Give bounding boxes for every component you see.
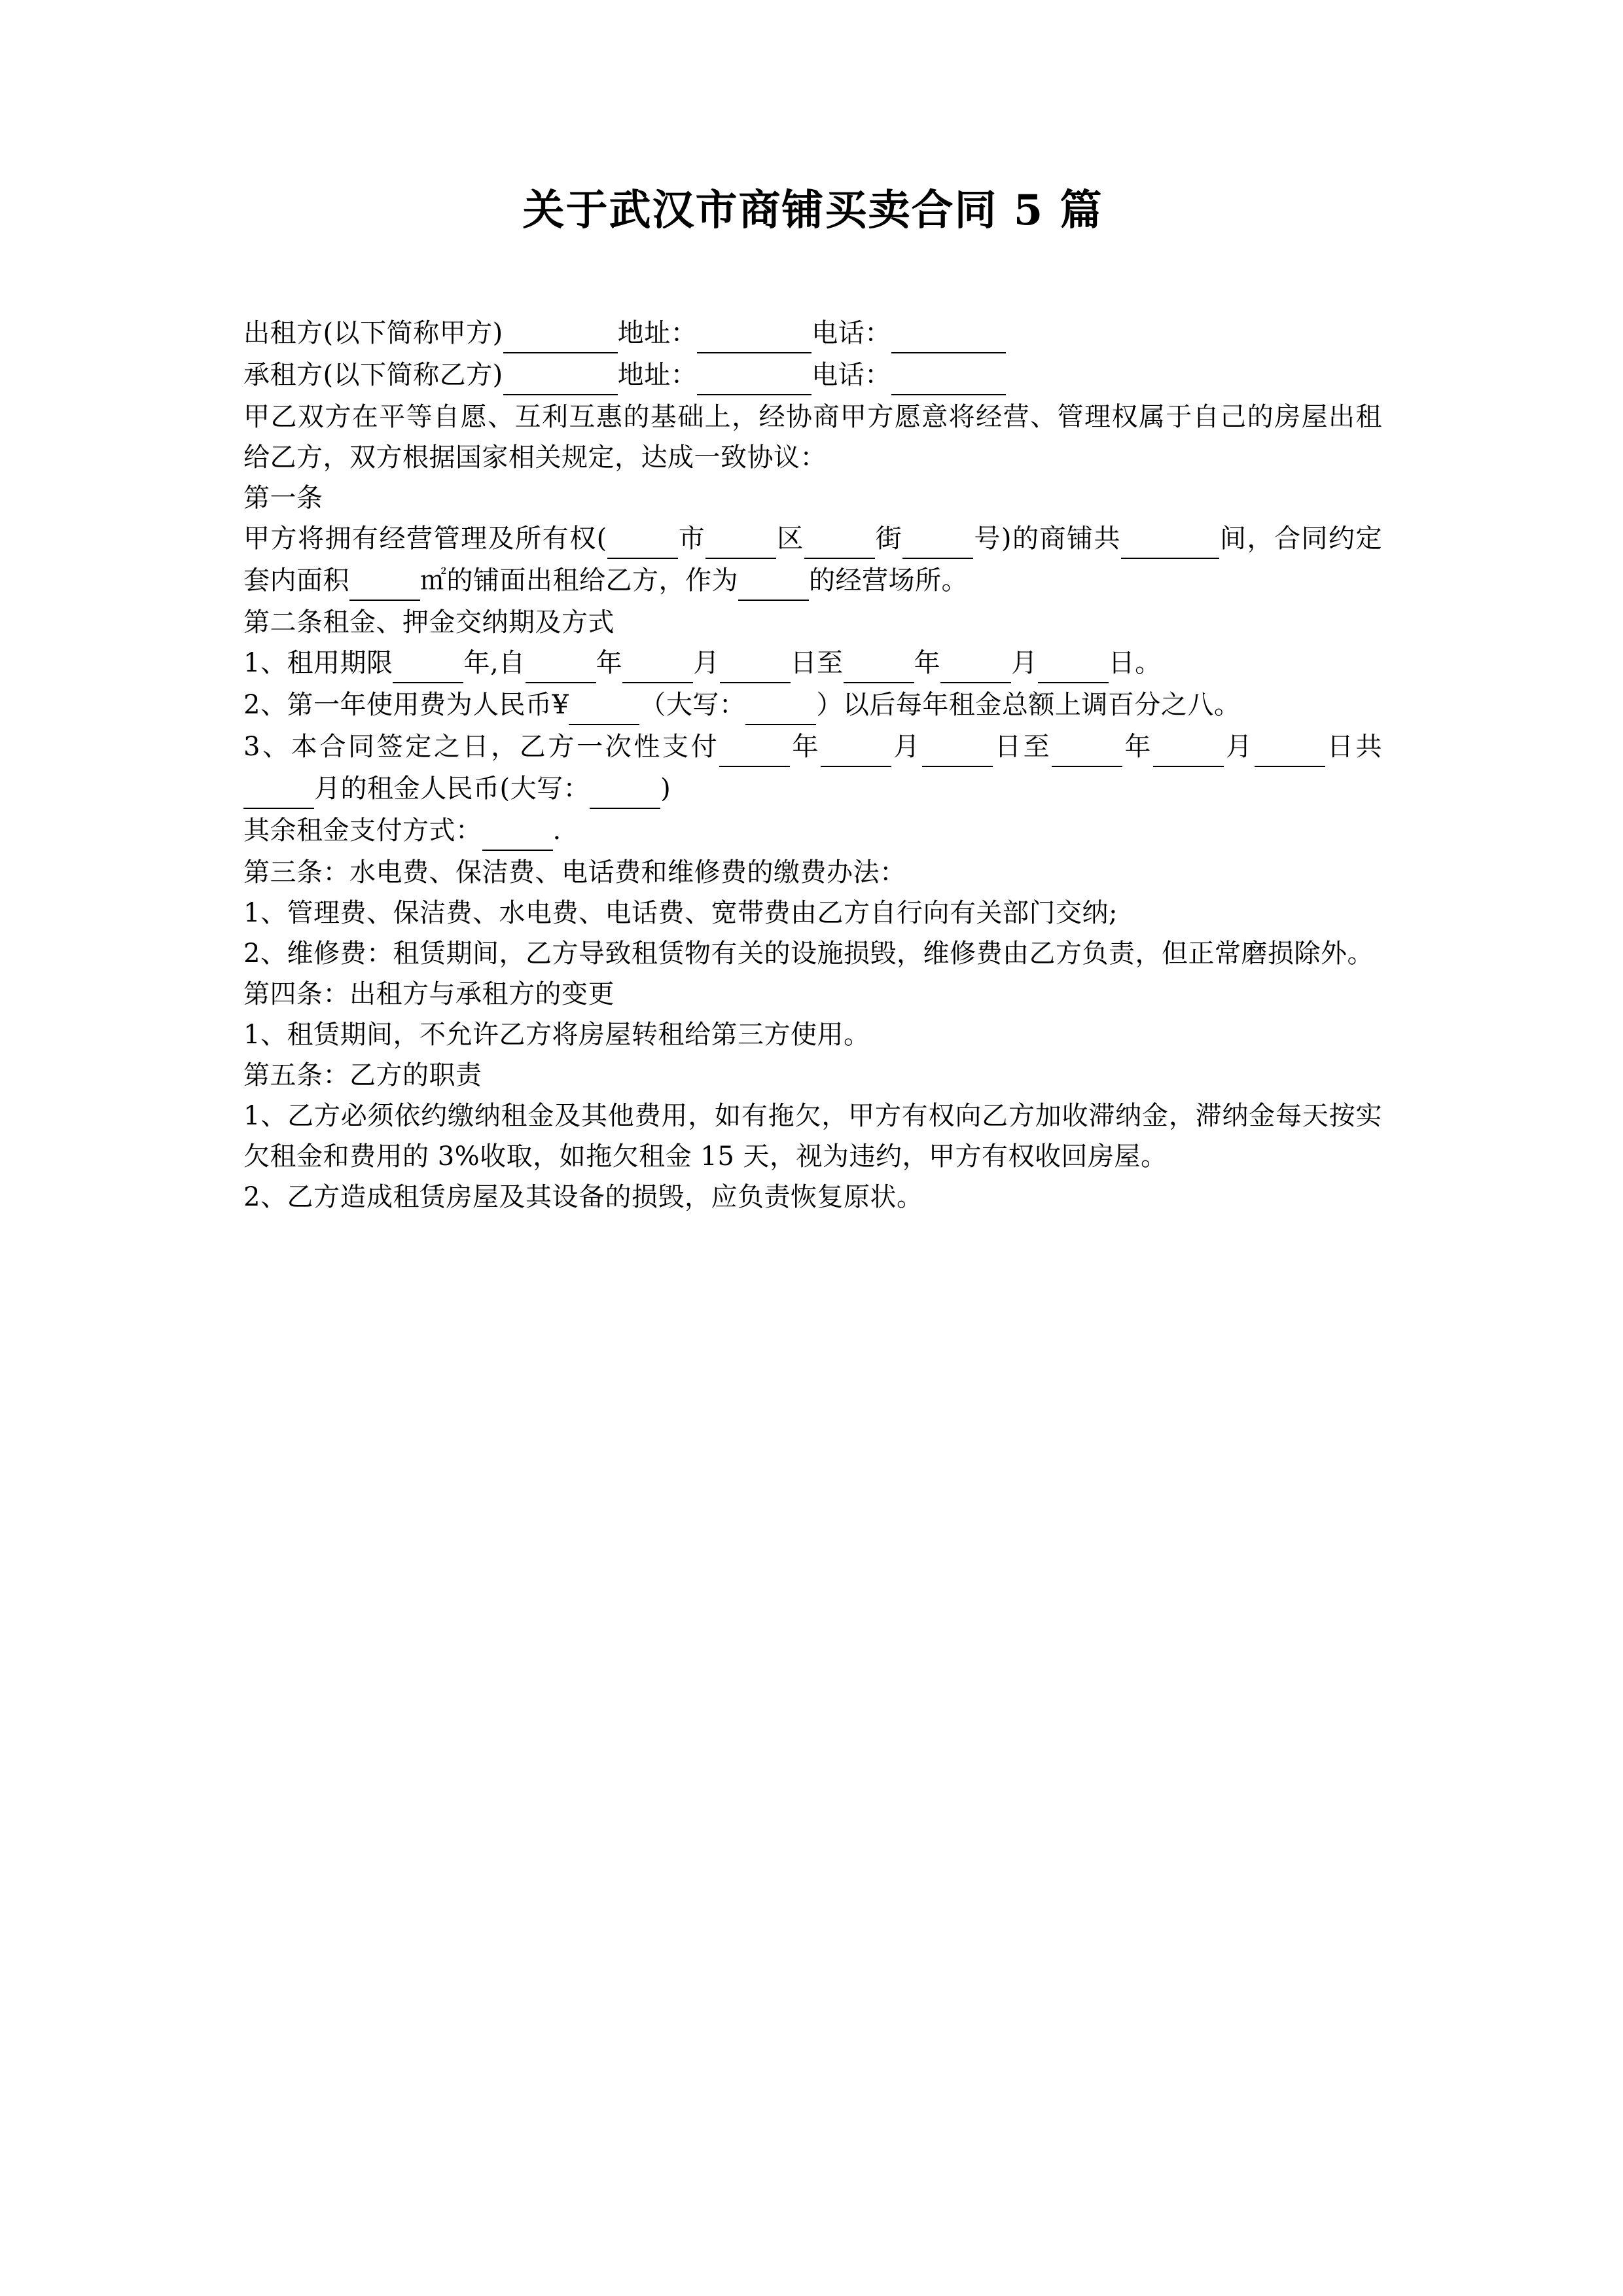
- text-run: 街: [874, 524, 903, 554]
- text-run: 市: [677, 524, 706, 554]
- text-run: 第三条：水电费、保洁费、电话费和维修费的缴费办法：: [243, 857, 906, 888]
- article-2-item-2: [243, 685, 1382, 726]
- article-5-item-1: [243, 1096, 1382, 1177]
- article-1-body: [243, 518, 1382, 602]
- page-title: 关于武汉市商铺买卖合同 5 篇: [522, 186, 1103, 235]
- article-3-item-1: [243, 893, 1382, 933]
- document-paragraph-list: [243, 313, 1382, 1217]
- text-run: 2、维修费：租赁期间，乙方导致租赁物有关的设施损毁，维修费由乙方负责，但正常磨损除外。: [243, 939, 1374, 969]
- fill-in-blank[interactable]: [1255, 725, 1325, 767]
- fill-in-blank[interactable]: [243, 767, 314, 809]
- fill-in-blank[interactable]: [697, 312, 812, 353]
- text-run: 甲乙双方在平等自愿、互利互惠的基础上，经协商甲方愿意将经营、管理权属于自己的房屋出租给乙方，双方根据国家相关规定，达成一致协议：: [243, 402, 1382, 473]
- fill-in-blank[interactable]: [1121, 517, 1219, 559]
- fill-in-blank[interactable]: [738, 559, 809, 601]
- text-run: 日至: [992, 732, 1052, 762]
- document-body: [243, 0, 1382, 1217]
- fill-in-blank[interactable]: [940, 641, 1011, 683]
- text-run: ): [660, 774, 671, 804]
- article-2-item-3: [243, 726, 1382, 810]
- fill-in-blank[interactable]: [697, 353, 812, 395]
- article-2-item-1: [243, 643, 1382, 685]
- text-run: 甲方将拥有经营管理及所有权(: [243, 524, 607, 554]
- fill-in-blank[interactable]: [349, 559, 420, 601]
- fill-in-blank[interactable]: [902, 517, 973, 559]
- fill-in-blank[interactable]: [607, 517, 678, 559]
- preamble: [243, 397, 1382, 478]
- fill-in-blank[interactable]: [482, 809, 553, 851]
- text-run: 月: [693, 648, 720, 678]
- text-run: （大写：: [639, 690, 746, 720]
- fill-in-blank[interactable]: [1052, 725, 1122, 767]
- fill-in-blank[interactable]: [720, 641, 791, 683]
- text-run: 区: [776, 524, 804, 554]
- fill-in-blank[interactable]: [503, 353, 618, 395]
- fill-in-blank[interactable]: [1038, 641, 1109, 683]
- text-run: 第五条：乙方的职责: [243, 1060, 482, 1090]
- text-run: 出租方(以下简称甲方): [243, 318, 503, 348]
- text-run: 电话：: [812, 360, 891, 390]
- article-1-heading: [243, 478, 1382, 518]
- fill-in-blank[interactable]: [719, 725, 790, 767]
- fill-in-blank[interactable]: [844, 641, 914, 683]
- fill-in-blank[interactable]: [804, 517, 875, 559]
- text-run: 年: [1122, 732, 1153, 762]
- text-run: 年: [596, 648, 623, 678]
- fill-in-blank[interactable]: [745, 683, 816, 725]
- text-run: 间，合同约定套内面积: [243, 524, 1383, 596]
- article-2-remaining-payment: [243, 810, 1382, 852]
- fill-in-blank[interactable]: [891, 312, 1006, 353]
- text-run: 第一条: [243, 483, 323, 513]
- lessor-line: [243, 313, 1382, 355]
- text-run: 日至: [790, 648, 844, 678]
- text-run: 年,自: [463, 648, 526, 678]
- fill-in-blank[interactable]: [705, 517, 776, 559]
- fill-in-blank[interactable]: [821, 725, 891, 767]
- text-run: 年: [914, 648, 941, 678]
- text-run: 第四条：出租方与承租方的变更: [243, 979, 615, 1009]
- article-4-heading: [243, 974, 1382, 1014]
- text-run: 电话：: [812, 318, 891, 348]
- text-run: 承租方(以下简称乙方): [243, 360, 503, 390]
- fill-in-blank[interactable]: [590, 767, 660, 809]
- text-run: 年: [790, 732, 821, 762]
- fill-in-blank[interactable]: [569, 683, 639, 725]
- text-run: 月: [1011, 648, 1038, 678]
- text-run: 地址：: [617, 360, 698, 390]
- text-run: 月: [891, 732, 922, 762]
- text-run: .: [552, 816, 562, 846]
- article-2-heading: [243, 602, 1382, 643]
- text-run: 3、本合同签定之日，乙方一次性支付: [243, 732, 720, 762]
- fill-in-blank[interactable]: [922, 725, 993, 767]
- fill-in-blank[interactable]: [503, 312, 618, 353]
- text-run: 地址：: [617, 318, 698, 348]
- text-run: 1、租用期限: [243, 648, 393, 678]
- fill-in-blank[interactable]: [526, 641, 596, 683]
- article-3-heading: [243, 852, 1382, 893]
- text-run: 月: [1224, 732, 1255, 762]
- text-run: 1、租赁期间，不允许乙方将房屋转租给第三方使用。: [243, 1020, 870, 1050]
- article-4-item-1: [243, 1014, 1382, 1055]
- text-run: ）以后每年租金总额上调百分之八。: [816, 690, 1241, 720]
- text-run: 其余租金支付方式：: [243, 816, 482, 846]
- fill-in-blank[interactable]: [891, 353, 1006, 395]
- fill-in-blank[interactable]: [1153, 725, 1224, 767]
- article-5-heading: [243, 1055, 1382, 1096]
- article-5-item-2: [243, 1177, 1382, 1217]
- article-3-item-2: [243, 933, 1382, 974]
- text-run: 1、管理费、保洁费、水电费、电话费、宽带费由乙方自行向有关部门交纳;: [243, 898, 1118, 928]
- text-run: 的经营场所。: [809, 565, 968, 596]
- text-run: 2、第一年使用费为人民币¥: [243, 690, 569, 720]
- text-run: 2、乙方造成租赁房屋及其设备的损毁，应负责恢复原状。: [243, 1182, 923, 1212]
- text-run: 号)的商铺共: [973, 524, 1121, 554]
- text-run: ㎡的铺面出租给乙方，作为: [420, 565, 738, 596]
- lessee-line: [243, 355, 1382, 397]
- fill-in-blank[interactable]: [622, 641, 693, 683]
- text-run: 日共: [1325, 732, 1383, 762]
- fill-in-blank[interactable]: [393, 641, 463, 683]
- text-run: 月的租金人民币(大写：: [314, 774, 590, 804]
- text-run: 日。: [1108, 648, 1162, 678]
- text-run: 1、乙方必须依约缴纳租金及其他费用，如有拖欠，甲方有权向乙方加收滞纳金，滞纳金每天按实欠租金和费用的 3%收取，如拖欠租金 15 天，视为违约，甲方有权收回房屋。: [243, 1101, 1382, 1172]
- text-run: 第二条租金、押金交纳期及方式: [243, 607, 615, 637]
